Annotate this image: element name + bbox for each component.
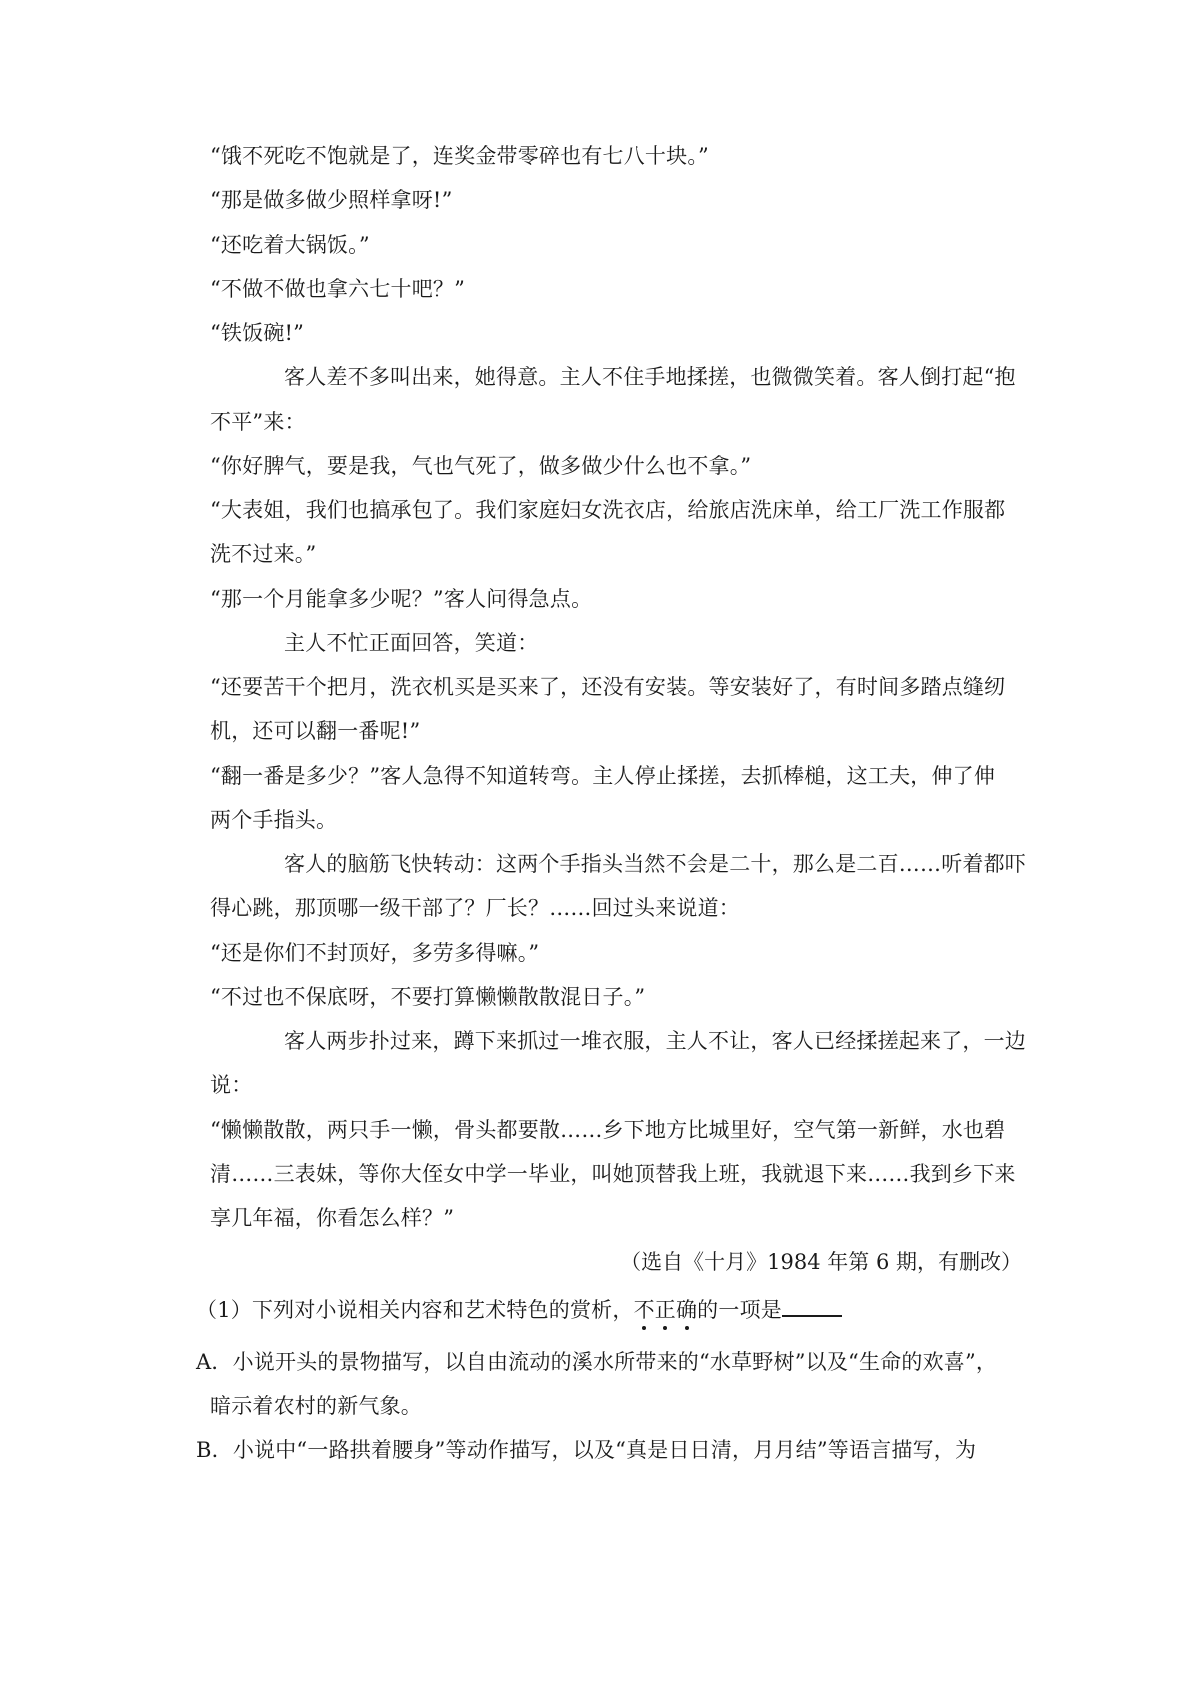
question-suffix: 的一项是 <box>697 1298 782 1322</box>
emphasized-text: 不正确 <box>634 1298 698 1322</box>
text-line: “翻一番是多少？”客人急得不知道转弯。主人停止揉搓，去抓棒槌，这工夫，伸了伸 <box>210 764 996 788</box>
text-line: 说： <box>210 1073 253 1097</box>
text-line: “不过也不保底呀，不要打算懒懒散散混日子。” <box>210 985 646 1009</box>
text-line: 享几年福，你看怎么样？” <box>210 1206 455 1230</box>
question-prefix: （1）下列对小说相关内容和艺术特色的赏析， <box>196 1298 634 1322</box>
option-b-line-1: B．小说中“一路拱着腰身”等动作描写，以及“真是日日清，月月结”等语言描写，为 <box>196 1438 977 1462</box>
text-line: “你好脾气，要是我，气也气死了，做多做少什么也不拿。” <box>210 454 752 478</box>
text-line: “还是你们不封顶好，多劳多得嘛。” <box>210 941 540 965</box>
text-line: “懒懒散散，两只手一懒，骨头都要散……乡下地方比城里好，空气第一新鲜，水也碧 <box>210 1118 1006 1142</box>
emphasis-dots <box>634 1326 698 1332</box>
text-line: “大表姐，我们也搞承包了。我们家庭妇女洗衣店，给旅店洗床单，给工厂洗工作服都 <box>210 498 1006 522</box>
text-line: “那一个月能拿多少呢？”客人问得急点。 <box>210 587 593 611</box>
text-line: “还吃着大锅饭。” <box>210 233 370 257</box>
text-line: “不做不做也拿六七十吧？” <box>210 277 466 301</box>
text-line: “还要苦干个把月，洗衣机买是买来了，还没有安装。等安装好了，有时间多踏点缝纫 <box>210 675 1006 699</box>
text-line: 得心跳，那顶哪一级干部了？厂长？……回过头来说道： <box>210 896 740 920</box>
text-line: 客人的脑筋飞快转动：这两个手指头当然不会是二十，那么是二百……听着都吓 <box>284 852 1026 876</box>
text-line: “铁饭碗!” <box>210 321 305 345</box>
text-line: 客人差不多叫出来，她得意。主人不住手地揉搓，也微微笑着。客人倒打起“抱 <box>284 365 1016 389</box>
source-citation: （选自《十月》1984 年第 6 期，有删改） <box>620 1250 1022 1274</box>
option-a-line-2: 暗示着农村的新气象。 <box>210 1394 422 1418</box>
answer-blank[interactable] <box>782 1293 842 1317</box>
text-line: 主人不忙正面回答，笑道： <box>284 631 539 655</box>
question-1 <box>196 1293 1016 1321</box>
text-line: 不平”来： <box>210 410 306 434</box>
text-line: “饿不死吃不饱就是了，连奖金带零碎也有七八十块。” <box>210 144 709 168</box>
text-line: 洗不过来。” <box>210 542 317 566</box>
text-line: 客人两步扑过来，蹲下来抓过一堆衣服，主人不让，客人已经揉搓起来了，一边 <box>284 1029 1026 1053</box>
text-line: 机，还可以翻一番呢!” <box>210 719 421 743</box>
option-a-line-1: A．小说开头的景物描写，以自由流动的溪水所带来的“水草野树”以及“生命的欢喜”， <box>196 1350 998 1374</box>
text-line: 清……三表妹，等你大侄女中学一毕业，叫她顶替我上班，我就退下来……我到乡下来 <box>210 1162 1016 1186</box>
text-line: “那是做多做少照样拿呀!” <box>210 188 453 212</box>
text-line: 两个手指头。 <box>210 808 338 832</box>
